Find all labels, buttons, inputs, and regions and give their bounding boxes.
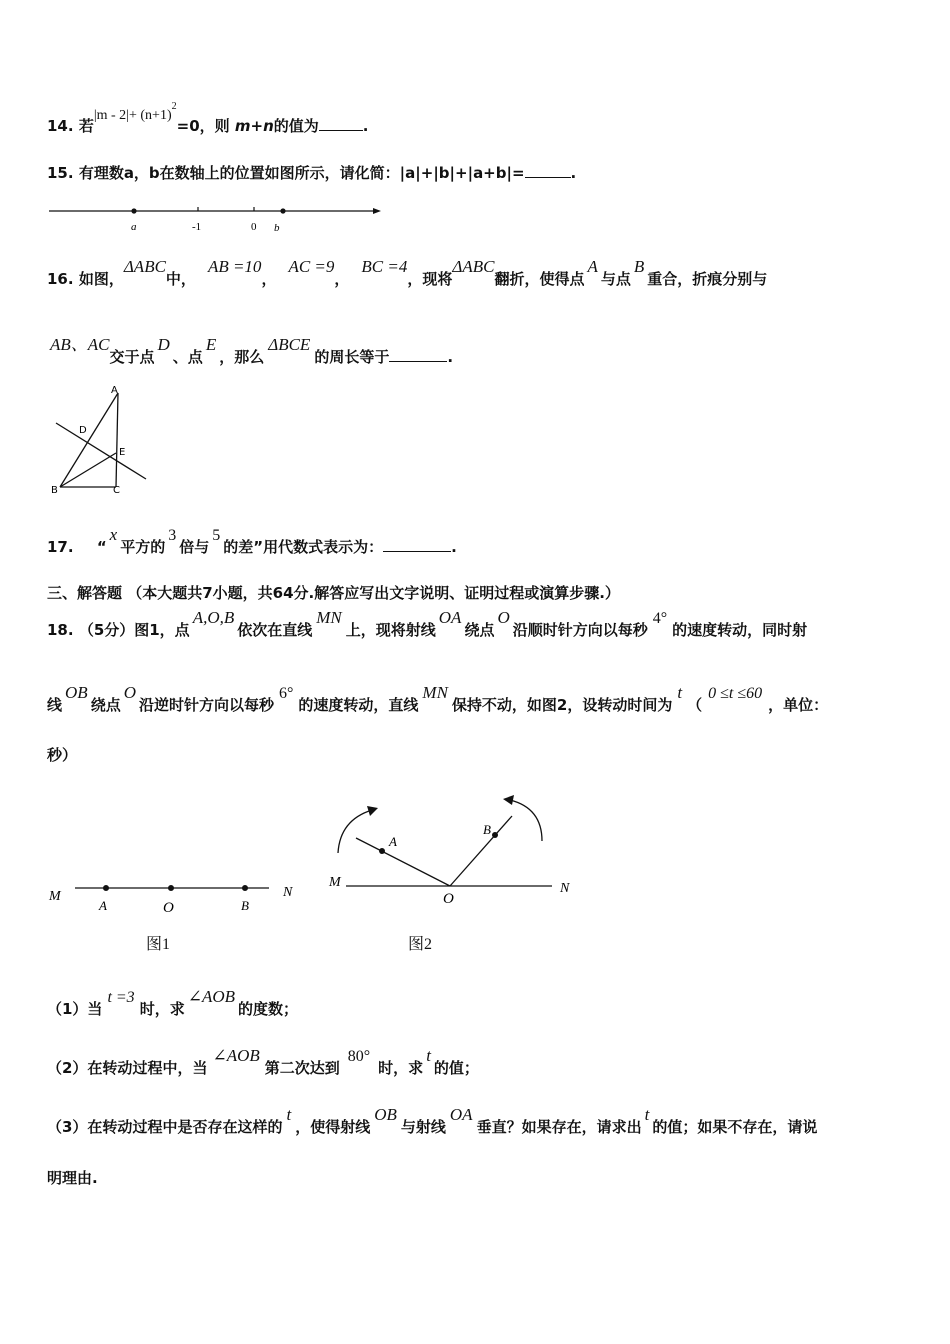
ray-ob (450, 816, 512, 886)
side-ab (60, 393, 118, 487)
question-text: 沿逆时针方向以每秒 (138, 696, 274, 714)
label-a: A (389, 834, 397, 849)
question-text: 交于点 (109, 348, 155, 366)
math-bc: BC =4 (361, 257, 408, 276)
label-o: O (443, 891, 454, 907)
label-a: A (111, 385, 118, 396)
question-text: 翻折，使得点 (494, 270, 585, 288)
math-t: t (426, 1046, 431, 1065)
question-text: 、点 (172, 348, 203, 366)
math-points-aob: A,O,B (192, 608, 235, 627)
question-text: 如图， (78, 270, 124, 288)
point-b (492, 832, 498, 838)
question-number: 15. (47, 164, 74, 182)
question-text: 的速度转动，同时射 (672, 621, 808, 639)
question-text: 线 (47, 696, 63, 714)
math-t: t (677, 683, 683, 702)
math-x: x (109, 525, 118, 544)
arrow-head-icon (373, 208, 381, 214)
question-text: . (447, 348, 454, 366)
math-t-equals-3: t =3 (107, 989, 135, 1006)
answer-blank (319, 118, 363, 131)
question-text: . (451, 538, 457, 556)
question-text: 倍与 (179, 538, 210, 556)
question-text: 的度数； (238, 1000, 299, 1018)
math-point-e: E (205, 335, 217, 354)
math-point-b: B (633, 257, 645, 276)
math-6-degrees: 6° (279, 685, 294, 702)
question-text: ，单位： (768, 696, 829, 714)
question-text: 中， (165, 270, 196, 288)
question-text: =0，则 (176, 117, 230, 135)
math-ray-ob: OB (65, 683, 88, 702)
label-b: B (241, 898, 249, 913)
math-line-mn: MN (316, 608, 342, 627)
question-text: 时，求 (139, 1000, 185, 1018)
question-number: 14. (47, 117, 74, 135)
axis-label-minus1: -1 (192, 221, 202, 233)
question-14 (47, 101, 369, 136)
segment-be (60, 453, 116, 487)
ray-oa (356, 838, 450, 886)
question-18-line1 (47, 608, 808, 640)
question-text: 的值为 (273, 117, 319, 135)
label-n: N (560, 881, 570, 896)
question-text: （ (687, 696, 703, 714)
math-triangle-abc: ΔABC (123, 257, 166, 276)
expression: m+n (234, 117, 274, 135)
clockwise-arrow (338, 810, 372, 853)
question-18-part-1 (47, 987, 299, 1019)
point-a (131, 208, 136, 213)
question-text: 保持不动，如图2，设转动时间为 (451, 696, 673, 714)
arrow-head-icon (503, 795, 514, 805)
arrow-head-icon (367, 806, 378, 816)
question-18-part-3-line2: 明理由. (47, 1169, 98, 1187)
question-text: 沿顺时针方向以每秒 (512, 621, 648, 639)
label-b: B (51, 485, 58, 496)
math-ab: AB =10 (207, 257, 262, 276)
figure-2 (320, 790, 580, 910)
label-d: D (79, 425, 87, 436)
math-point-o: O (123, 683, 136, 702)
question-text: 与点 (600, 270, 631, 288)
answer-blank (389, 349, 447, 362)
axis-label-b: b (274, 222, 280, 234)
math-t: t (286, 1105, 292, 1124)
label-b: B (483, 822, 491, 837)
question-text: 的值；如果不存在，请说 (652, 1118, 818, 1136)
question-text: 依次在直线 (237, 621, 313, 639)
math-t-range: 0 ≤t ≤60 (708, 685, 763, 702)
number-line-figure (45, 200, 385, 236)
question-16-line2 (50, 335, 454, 367)
math-ab-ac: AB、AC (50, 335, 110, 354)
question-17 (47, 525, 457, 557)
math-80-degrees: 80° (347, 1048, 371, 1065)
question-text: 时，求 (378, 1059, 424, 1077)
section-heading: 三、解答题 （本大题共7小题，共64分.解答应写出文字说明、证明过程或演算步骤.） (47, 584, 620, 602)
point-b (242, 885, 248, 891)
math-angle-aob: ∠AOB (212, 1046, 260, 1065)
label-c: C (113, 485, 120, 496)
math-4-degrees: 4° (652, 610, 668, 627)
question-text: 的差”用代数式表示为： (223, 538, 384, 556)
math-t: t (644, 1105, 650, 1124)
question-text: 垂直？如果存在，请求出 (476, 1118, 642, 1136)
question-number: 17. (47, 538, 74, 556)
question-text: 若 (78, 117, 94, 135)
question-text: 平方的 (120, 538, 166, 556)
question-text: . (362, 117, 369, 135)
point-b (280, 208, 285, 213)
axis-label-0: 0 (251, 221, 257, 233)
axis-label-a: a (131, 221, 137, 233)
label-a: A (99, 898, 107, 913)
question-text: 的值； (433, 1059, 479, 1077)
question-text: “ (96, 538, 107, 556)
label-n: N (283, 885, 293, 900)
question-18-part-2 (47, 1046, 479, 1078)
question-number: 16. (47, 270, 74, 288)
figure-2-caption: 图2 (408, 936, 433, 953)
question-text: ，那么 (219, 348, 265, 366)
answer-blank (525, 165, 571, 178)
side-ac (116, 393, 118, 487)
math-point-a: A (587, 257, 598, 276)
point-a (379, 848, 385, 854)
math-angle-aob: ∠AOB (187, 987, 235, 1006)
question-18-line3: 秒） (47, 746, 78, 764)
label-e: E (119, 447, 126, 458)
math-point-d: D (157, 335, 170, 354)
question-text: ， (334, 270, 350, 288)
question-text: ， (261, 270, 277, 288)
question-text: 绕点 (90, 696, 121, 714)
question-text: 有理数a，b在数轴上的位置如图所示，请化简：|a|+|b|+|a+b|= (78, 164, 525, 182)
question-text: 上，现将射线 (345, 621, 436, 639)
math-triangle-bce: ΔBCE (268, 335, 311, 354)
formula-exponent: 2 (171, 101, 177, 112)
question-text: 与射线 (400, 1118, 446, 1136)
label-m: M (49, 889, 61, 904)
triangle-figure (48, 383, 158, 498)
math-ray-ob: OB (374, 1105, 397, 1124)
question-text: （5分）图1，点 (78, 621, 190, 639)
question-number: 18. (47, 621, 74, 639)
math-line-mn: MN (422, 683, 448, 702)
question-text: ，现将 (407, 270, 453, 288)
question-15 (47, 162, 576, 183)
formula-square: + (n+1) (129, 108, 172, 123)
question-text: 的速度转动，直线 (298, 696, 419, 714)
question-text: . (570, 164, 577, 182)
question-text: 第二次达到 (264, 1059, 340, 1077)
point-a (103, 885, 109, 891)
point-o (168, 885, 174, 891)
question-16-line1 (47, 257, 768, 289)
question-text: （3）在转动过程中是否存在这样的 (47, 1118, 283, 1136)
math-point-o: O (497, 608, 510, 627)
question-18-line2 (47, 683, 829, 715)
label-m: M (329, 875, 341, 890)
question-text: ，使得射线 (295, 1118, 371, 1136)
math-5: 5 (212, 527, 221, 544)
label-o: O (163, 900, 174, 916)
math-ray-oa: OA (438, 608, 462, 627)
counterclockwise-arrow (510, 800, 542, 841)
question-text: 绕点 (464, 621, 495, 639)
question-18-part-3 (47, 1105, 818, 1137)
math-ac: AC =9 (288, 257, 335, 276)
question-text: 的周长等于 (314, 348, 390, 366)
math-triangle-abc: ΔABC (452, 257, 495, 276)
math-3: 3 (168, 527, 177, 544)
math-ray-oa: OA (449, 1105, 473, 1124)
question-text: 重合，折痕分别与 (647, 270, 768, 288)
formula-abs: |m - 2| (93, 108, 129, 123)
answer-blank (383, 539, 451, 552)
figure-1 (45, 875, 305, 920)
figure-1-caption: 图1 (146, 936, 171, 953)
question-text: （1）当 (47, 1000, 103, 1018)
question-text: （2）在转动过程中，当 (47, 1059, 208, 1077)
